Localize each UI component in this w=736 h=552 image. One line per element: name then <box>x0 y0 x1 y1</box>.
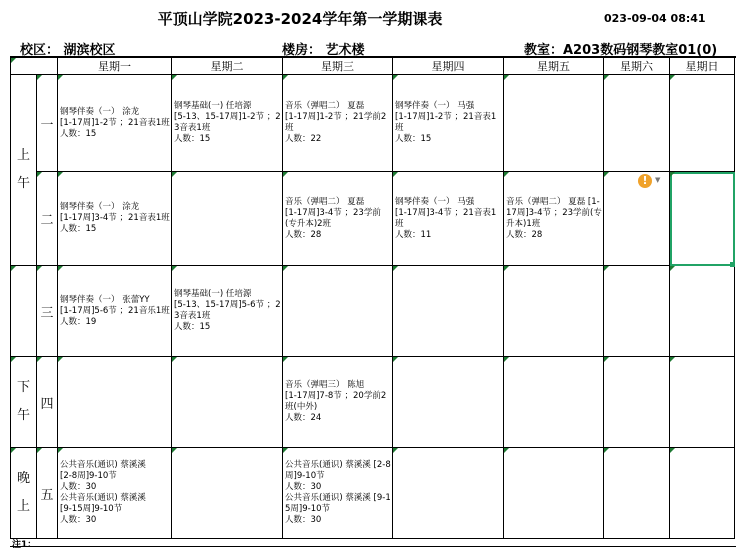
day-header-tue[interactable]: 星期二 <box>172 58 283 75</box>
period-5[interactable]: 五 <box>37 448 58 539</box>
session-blank[interactable] <box>11 266 37 357</box>
schedule-cell[interactable] <box>604 172 670 266</box>
header-corner[interactable] <box>11 58 58 75</box>
schedule-cell[interactable] <box>58 357 172 448</box>
building-label: 楼房： 艺术楼 <box>282 43 365 58</box>
session-afternoon[interactable]: 下 午 <box>11 357 37 448</box>
schedule-cell[interactable] <box>604 448 670 539</box>
schedule-cell[interactable]: 钢琴伴奏（一） 马强 [1-17周]3-4节 ；21音表1班 人数：11 <box>393 172 504 266</box>
schedule-cell[interactable] <box>172 357 283 448</box>
schedule-cell-selected[interactable] <box>670 172 735 266</box>
day-header-sun[interactable]: 星期日 <box>670 58 735 75</box>
schedule-cell[interactable]: 音乐（弹唱二） 夏磊 [1-17周]3-4节 ；23学前(专升本)1班 人数：28 <box>504 172 604 266</box>
schedule-cell[interactable]: 公共音乐(通识) 蔡溪溪 [2-8周]9-10节 人数：30 公共音乐(通识) 蔡溪溪 [9-15周]9-10节 人数：30 <box>283 448 393 539</box>
schedule-cell[interactable]: 钢琴伴奏（一） 张蕾YY [1-17周]5-6节 ；21音乐1班 人数：19 <box>58 266 172 357</box>
session-evening[interactable]: 晚 上 <box>11 448 37 539</box>
schedule-cell[interactable] <box>504 75 604 172</box>
schedule-cell[interactable]: 钢琴伴奏（一） 马强 [1-17周]1-2节 ；21音表1班 人数：15 <box>393 75 504 172</box>
schedule-cell[interactable] <box>172 448 283 539</box>
schedule-cell[interactable]: 音乐（弹唱三） 陈旭 [1-17周]7-8节 ；20学前2班(中外) 人数：24 <box>283 357 393 448</box>
schedule-cell[interactable] <box>670 357 735 448</box>
schedule-cell[interactable]: 钢琴基础(一) 任培源 [5-13、15-17周]5-6节 ；23音表1班 人数：15 <box>172 266 283 357</box>
day-header-mon[interactable]: 星期一 <box>58 58 172 75</box>
schedule-cell[interactable] <box>604 266 670 357</box>
period-3[interactable]: 三 <box>37 266 58 357</box>
day-header-wed[interactable]: 星期三 <box>283 58 393 75</box>
schedule-cell[interactable] <box>670 75 735 172</box>
room-label: 教室：A203数码钢琴教室01(0) <box>524 43 718 58</box>
note-label: 注1： <box>12 540 37 550</box>
period-4[interactable]: 四 <box>37 357 58 448</box>
day-header-fri[interactable]: 星期五 <box>504 58 604 75</box>
schedule-cell[interactable] <box>604 357 670 448</box>
schedule-cell[interactable]: 音乐（弹唱二） 夏磊 [1-17周]3-4节 ；23学前(专升本)2班 人数：28 <box>283 172 393 266</box>
fill-handle[interactable] <box>730 262 735 267</box>
schedule-cell[interactable] <box>604 75 670 172</box>
warning-icon[interactable]: ! <box>638 174 652 188</box>
schedule-cell[interactable] <box>393 266 504 357</box>
schedule-cell[interactable] <box>670 448 735 539</box>
schedule-cell[interactable] <box>393 448 504 539</box>
table-row <box>11 172 735 266</box>
divider <box>10 546 736 547</box>
schedule-cell[interactable] <box>393 357 504 448</box>
campus-label: 校区： 湖滨校区 <box>20 43 116 58</box>
schedule-cell[interactable]: 音乐（弹唱二） 夏磊 [1-17周]1-2节 ；21学前2班 人数：22 <box>283 75 393 172</box>
session-morning[interactable]: 上 午 <box>11 75 37 266</box>
table-row <box>11 75 735 172</box>
table-row <box>11 448 735 539</box>
page-title: 平顶山学院2023-2024学年第一学期课表 <box>157 10 443 28</box>
schedule-cell[interactable] <box>283 266 393 357</box>
schedule-cell[interactable]: 公共音乐(通识) 蔡溪溪 [2-8周]9-10节 人数：30 公共音乐(通识) 蔡溪溪 [9-15周]9-10节 人数：30 <box>58 448 172 539</box>
day-header-sat[interactable]: 星期六 <box>604 58 670 75</box>
schedule-table <box>10 57 735 539</box>
period-2[interactable]: 二 <box>37 172 58 266</box>
header-row <box>11 58 735 75</box>
schedule-cell[interactable]: 钢琴伴奏（一） 涂龙 [1-17周]1-2节 ；21音表1班 人数：15 <box>58 75 172 172</box>
period-1[interactable]: 一 <box>37 75 58 172</box>
schedule-cell[interactable] <box>670 266 735 357</box>
schedule-cell[interactable]: 钢琴基础(一) 任培源 [5-13、15-17周]1-2节 ；23音表1班 人数：15 <box>172 75 283 172</box>
schedule-cell[interactable] <box>504 357 604 448</box>
timestamp: 023-09-04 08:41 <box>604 12 706 25</box>
schedule-cell[interactable] <box>172 172 283 266</box>
info-bar <box>10 38 736 58</box>
table-row <box>11 266 735 357</box>
chevron-down-icon[interactable]: ▼ <box>655 176 661 184</box>
schedule-cell[interactable] <box>504 266 604 357</box>
schedule-cell[interactable] <box>504 448 604 539</box>
day-header-thu[interactable]: 星期四 <box>393 58 504 75</box>
table-row <box>11 357 735 448</box>
schedule-cell[interactable]: 钢琴伴奏（一） 涂龙 [1-17周]3-4节 ；21音表1班 人数：15 <box>58 172 172 266</box>
